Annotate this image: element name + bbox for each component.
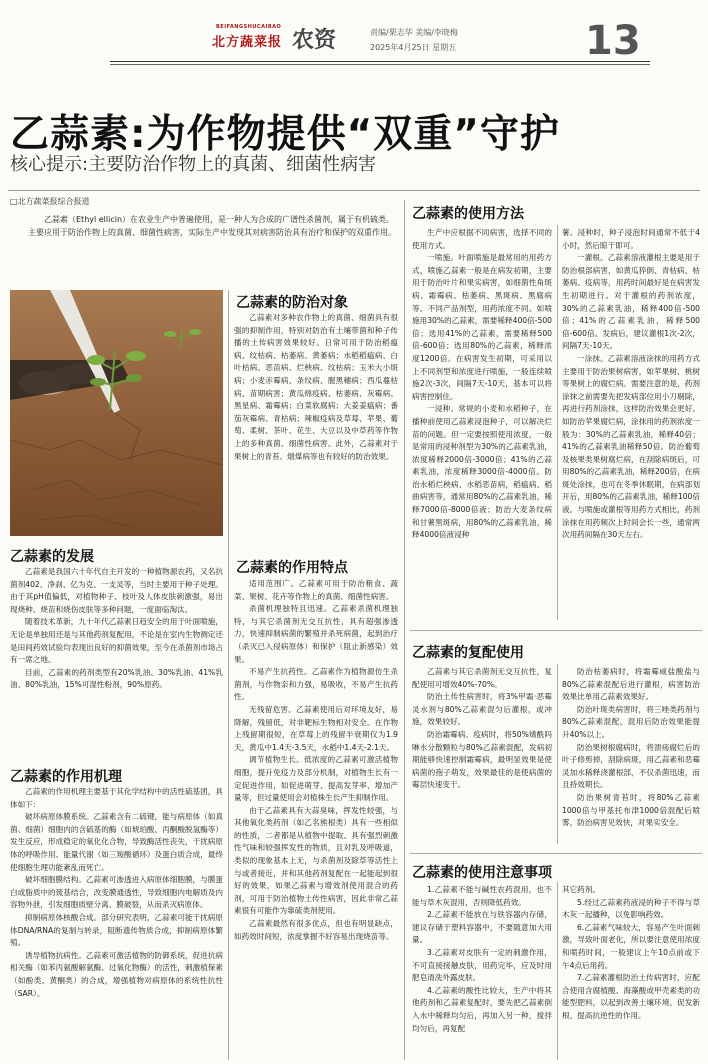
paragraph: 其它药剂。 [562, 885, 600, 894]
article-title: 乙蒜素:为作物提供“双重”守护 [10, 112, 560, 157]
column-rule [557, 882, 558, 1060]
paragraph: 适用范围广。乙蒜素可用于防治粮食、蔬菜、果树、花卉等作物上的真菌、细菌性病害。 [234, 579, 398, 601]
section-body-compound-col1 [412, 666, 552, 846]
paragraph: 抑制病原体核酸合成。部分研究表明，乙蒜素可能干扰病原体DNA/RNA的复制与转录，阻断遗传物质合成，抑制病原体繁殖。 [10, 912, 223, 948]
paragraph: 一灌根。乙蒜素溶液灌根主要是用于防治根部病害，如黄瓜猝倒、青枯病、枯萎病、疫病等，用药时间最好是在病害发生初期进行。对于灌根的药剂浓度，30%的乙蒜素乳油，稀释400倍-500倍；41%的乙蒜素乳油，稀释500倍-600倍。发病后，建议灌根1次-2次，间隔7天-10天。 [562, 253, 700, 351]
paragraph: 4.乙蒜素的酸性比较大，生产中将其他药剂和乙蒜素复配时，要先把乙蒜素倒入水中稀释均匀后，再加入另一种，搅拌均匀后，再复配 [412, 985, 552, 1033]
paragraph: 一浸种。常规的小麦和水稻种子，在播种前使用乙蒜素浸泡种子，可以解决烂苗的问题。但一定要按照使用浓度，一般是常用的浸种剂型为30%的乙蒜素乳油，浓度稀释2000倍-3000倍；41%的乙蒜素乳油，浓度稀释3000倍-4000倍。防治水稻烂秧病、水稻恶苗病，稻瘟病、稻曲病害等，通常用80%的乙蒜素乳油，稀释7000倍-8000倍液；防治大麦条纹病和甘薯黑斑病，用80%的乙蒜素乳油，稀释4000倍液浸种 [412, 404, 552, 540]
seedling-photo-image [10, 290, 223, 536]
paragraph: 乙蒜素与其它杀菌剂无交互抗性，复配使用可增效40%-70%。 [412, 667, 552, 689]
page-number: 13 [585, 18, 641, 64]
paragraph: 乙蒜素是我国六十年代自主开发的一种植物源农药，又名抗菌剂402、净刹、亿为克、一支灵等，当时主要用于种子处理。由于其pH值偏低，对植物种子、枝叶及人体皮肤刺激强，易出现烧种、烧苗和烧伤皮肤等多种问题，一度面临淘汰。 [10, 567, 223, 614]
section-body-usage-col2 [562, 227, 700, 619]
section-heading-usage: 乙蒜素的使用方法 [412, 206, 524, 222]
paragraph: 防治霜霉病、疫病时，将50%烯酰吗啉水分散颗粒与80%乙蒜素混配，发病初期能够快速控制霜霉病，最明显效果是使病菌的孢子萌发，效果最佳的是使病菌的霉层快速变干。 [412, 729, 552, 790]
column-rule [404, 200, 405, 1060]
paragraph: 5.经过乙蒜素药液浸的种子不得与草木灰一起播种，以免影响药效。 [562, 897, 700, 920]
paragraph: 3.乙蒜素对皮肤有一定的刺激作用，不可直接接触皮肤，用药完毕，应及时用肥皂清洗外露皮肤。 [412, 947, 552, 983]
paragraph: 一涂抹。乙蒜素溶液涂抹的用药方式主要用于防治果树病害，如苹果树、桃树等果树上的腐烂病。需要注意的是，药剂涂抹之前需要先把发病部位用小刀剔除，再进行药剂涂抹，这样防治效果会更好。如防治苹果腐烂病，涂抹用的药剂浓度一般为：30%的乙蒜素乳油，稀释40倍；41%的乙蒜素乳油稀释50倍。防治葡萄及核果类果树腐烂病，在刮除病斑后，可用80%的乙蒜素乳油，稀释200倍，在病斑处涂抹，也可在冬季休眠期，在病部划开后，用80%的乙蒜素乳油，稀释100倍液。与喷施或灌根等用药方式相比，药剂涂抹在用药频次上时间会长一些，通常两次用药间隔在30天左右。 [562, 353, 700, 540]
masthead-paper-name: 北方蔬菜报 [212, 35, 283, 50]
section-heading-features: 乙蒜素的作用特点 [236, 560, 348, 576]
section-rule [410, 853, 702, 854]
paragraph: 防治果树青苔时，将80%乙蒜素1000倍与甲基托布津1000倍混配后喷雾，防治病害见效快，对果实安全。 [562, 792, 700, 828]
paragraph: 乙蒜素的作用机理主要基于其化学结构中的活性硫基团，具体如下： [10, 787, 223, 809]
paragraph: 破坏细胞膜结构。乙蒜素可渗透进入病原体细胞膜，与膜蛋白或脂质中的巯基结合，改变膜通透性，导致细胞内电解质及内容物外泄，引发细胞质壁分离、膜破裂，从而杀灭病原体。 [10, 875, 223, 910]
masthead-rule-thin [110, 64, 650, 65]
section-body-development [10, 566, 223, 754]
masthead-section: 农资 [292, 27, 337, 53]
paragraph: 乙蒜素对多种农作物上的真菌、细菌具有很强的抑制作用，特别对防治有土壤带菌和种子传播的土传病害效果较好。日常可用于防治稻瘟病、纹枯病、枯萎病、黄萎病；水稻稻瘟病、白叶枯病、恶苗病、烂秧病、纹枯病；玉米大小斑病；小麦赤霉病、条纹病、腥黑穗病；西瓜蔓枯病、苗期病害；黄瓜绵疫病、枯萎病、灰霉病、黑星病、霜霉病；白菜软腐病；大姜姜瘟病；番茄灰霉病、青枯病；辣椒疫病及草莓、苹果、葡萄、柔树、茶叶、花生、大豆以及中草药等作物上的多种真菌、细菌性病害。此外，乙蒜素对于果树上的青苔、烟煤病等也有较好的防治效果。 [234, 313, 398, 461]
column-rule [557, 225, 558, 620]
section-body-compound-col2 [562, 666, 700, 846]
paragraph: 无残留危害。乙蒜素使用后对环境友好，易降解，残留低，对非靶标生物相对安全。在作物上残留期很短，在草莓上的残留半衰期仅为1.9天，黄瓜中1.4天-3.5天，水稻中1.4天-2.1天。 [234, 704, 398, 752]
section-heading-cautions: 乙蒜素的使用注意事项 [412, 865, 552, 881]
column-rule [557, 664, 558, 844]
paragraph: 防治枯萎病时，将霜霉威盐酸盐与80%乙蒜素混配后进行灌根，病害防治效果比单用乙蒜素效果好。 [562, 667, 700, 702]
lede-paragraph: 乙蒜素（Ethyl ellicin）在农业生产中普遍使用，是一种人为合成的广谱性杀菌剂，属于有机硫类。主要应用于防治作物上的真菌、细菌性病害，实际生产中发现其对病害防治具有治疗和保护的双重作用。 [28, 215, 396, 237]
masthead-editors: 责编/栗志华 美编/李晓梅 [370, 28, 458, 37]
section-body-target [234, 312, 398, 532]
section-heading-target: 乙蒜素的防治对象 [236, 295, 348, 311]
column-rule [228, 290, 229, 1060]
paragraph: 目前，乙蒜素的药剂类型有20%乳油、30%乳油、41%乳油、80%乳油，15%可湿性粉剂，90%原药。 [10, 667, 223, 690]
paragraph: 杀菌机理独特且迅速。乙蒜素杀菌机理独特，与其它杀菌剂无交互抗性，具有超强渗透力，快速抑制病菌的繁殖并杀死病菌，起到治疗（杀灭已入侵病原体）和保护（阻止新感染）效果。 [234, 604, 398, 664]
paragraph: 一喷施。叶面喷施是最常用的用药方式，喷施乙蒜素一般是在病发初期，主要用于防治叶片和果实病害，如细菌性角斑病、霜霉病、枯萎病、黑斑病、黑腐病等。不同产品剂型，用药浓度不同。如喷施用30%的乙蒜素，需要稀释400倍-500倍；选用41%的乙蒜素，需要稀释500倍-600倍；选用80%的乙蒜素，稀释浓度1200倍。在病害发生初期，可采用以上不同剂型和浓度进行喷施，一般连续喷施2次-3次，间隔7天-10天，基本可以将病害控制住。 [412, 253, 552, 401]
masthead-pinyin: BEIFANGSHUCAIBAO [216, 24, 282, 30]
paragraph: 由于乙蒜素具有大蒜臭味，挥发性较强，与其他氧化类药剂（如乙名熊根类）具有一些相似的性质，二者都是从植物中提取、具有强烈刺激性气味和较强挥发性的物质，且对乳及呼吸道，类似的现象基本上无，与杀菌剂及除草等活性上与或者接近，并和其他药剂复配在一起能起到很好的效果，如果乙蒜素与增效剂使用混合的药剂，可用于防治植物土传性病害，因此非常乙蒜素很有可能作为靠硫类剂使用。 [234, 805, 398, 916]
masthead-date: 2025年4月25日 星期五 [370, 43, 457, 52]
section-heading-development: 乙蒜素的发展 [10, 549, 94, 565]
section-heading-compound: 乙蒜素的复配使用 [412, 645, 524, 661]
masthead-rule [110, 61, 650, 62]
section-body-cautions-col1 [412, 884, 552, 1060]
paragraph: 6.乙蒜素气味较大，容易产生叶面刺激，导致叶面老化，所以要注意使用浓度和喷药时间，一般建议上午10点前或下午4点后用药。 [562, 922, 700, 970]
seedling-photo [10, 290, 223, 536]
section-body-cautions-col2 [562, 884, 700, 1060]
byline: □北方蔬菜报综合报道 [10, 197, 90, 206]
paragraph: 诱导植物抗病性。乙蒜素可激活植物的防御系统，促进抗病相关酶（如苯丙氨酸解氨酶、过氧化物酶）的活性，刺激植保素（如酚类、黄酮类）的合成，增强植物对病原体的系统性抗性（SAR）。 [10, 950, 223, 998]
paragraph: 生产中应根据不同病害，选择不同的使用方式。 [412, 228, 552, 250]
section-body-features [234, 578, 398, 1058]
paragraph: 随着技术革新，九十年代乙蒜素日趋安全的用于叶面喷施，无论是单独用还是与其他药剂复配用，不论是在室内生物测定还是田间药效试验均表现出良好的抑菌效果，至今在杀菌剂市场占有一席之地。 [10, 617, 223, 665]
paragraph: 乙蒜素最然有很多优点，但也有明显缺点，如药效时间短，浓度掌握不好容易出现烧苗等。 [234, 919, 398, 941]
section-body-usage-col1 [412, 227, 552, 619]
headline-rule [8, 190, 700, 191]
paragraph: 不易产生抗药性。乙蒜素作为植物源仿生杀菌剂，与作物亲和力强，易吸收，不易产生抗药性。 [234, 667, 398, 702]
section-rule [410, 630, 702, 631]
paragraph: 1.乙蒜素不能与碱性农药混用，也不能与草木灰混用，否则降低药效。 [412, 885, 552, 907]
paragraph: 7.乙蒜素灌根防治土传病害时，应配合使用含腐植酸、海藻酸或甲壳素类的功能型肥料，以起到改善土壤环境、促发新根、提高抗逆性的作用。 [562, 973, 700, 1020]
paragraph: 破坏病原体膜系统。乙蒜素含有二硫键，能与病原体（如真菌、细菌）细胞内的含硫基的酶（如琥珀酸、丙酮酸脱氢酶等）发生反应，形成稳定的氧化化合物，导致酶活性丧失，干扰病原体的呼吸作用、能量代谢（如三羧酸循环）及蛋白质合成，最终使细胞生理功能紊乱而死亡。 [10, 812, 223, 872]
paragraph: 防治土传性病害时，将3%甲霜·恶霉灵水剂与80%乙蒜素混匀后灌根，或冲施，效果较好。 [412, 692, 552, 727]
paragraph: 防治叶斑类病害时，将三唑类药剂与80%乙蒜素混配，混用后防治效果能提升40%以上。 [562, 704, 700, 739]
article-subtitle: 核心提示:主要防治作物上的真菌、细菌性病害 [10, 154, 377, 175]
paragraph: 薯。浸种时，种子浸泡时间通常不低于4小时，然后晾干即可。 [562, 228, 700, 250]
paragraph: 防治果树根腐病时，将溃疡腐烂后的叶子修剪掉，刮除病斑，用乙蒜素和恶霉灵加水稀释浇灌根部，不仅杀菌迅速，而且持效期长。 [562, 742, 700, 790]
paragraph: 2.乙蒜素不能放在与铁容器内存储，建议存储于塑料容器中，不要随意加大用量。 [412, 910, 552, 945]
section-heading-mechanism: 乙蒜素的作用机理 [10, 769, 122, 785]
section-body-mechanism [10, 786, 223, 1058]
paragraph: 调节植物生长。低浓度的乙蒜素可激活植物细胞，提升免疫力及部分机制，对植物生长有一定促进作用，如促进萌芽、提高发芽率、增加产量等，但过量使用会对植株生长产生抑制作用。 [234, 755, 398, 803]
